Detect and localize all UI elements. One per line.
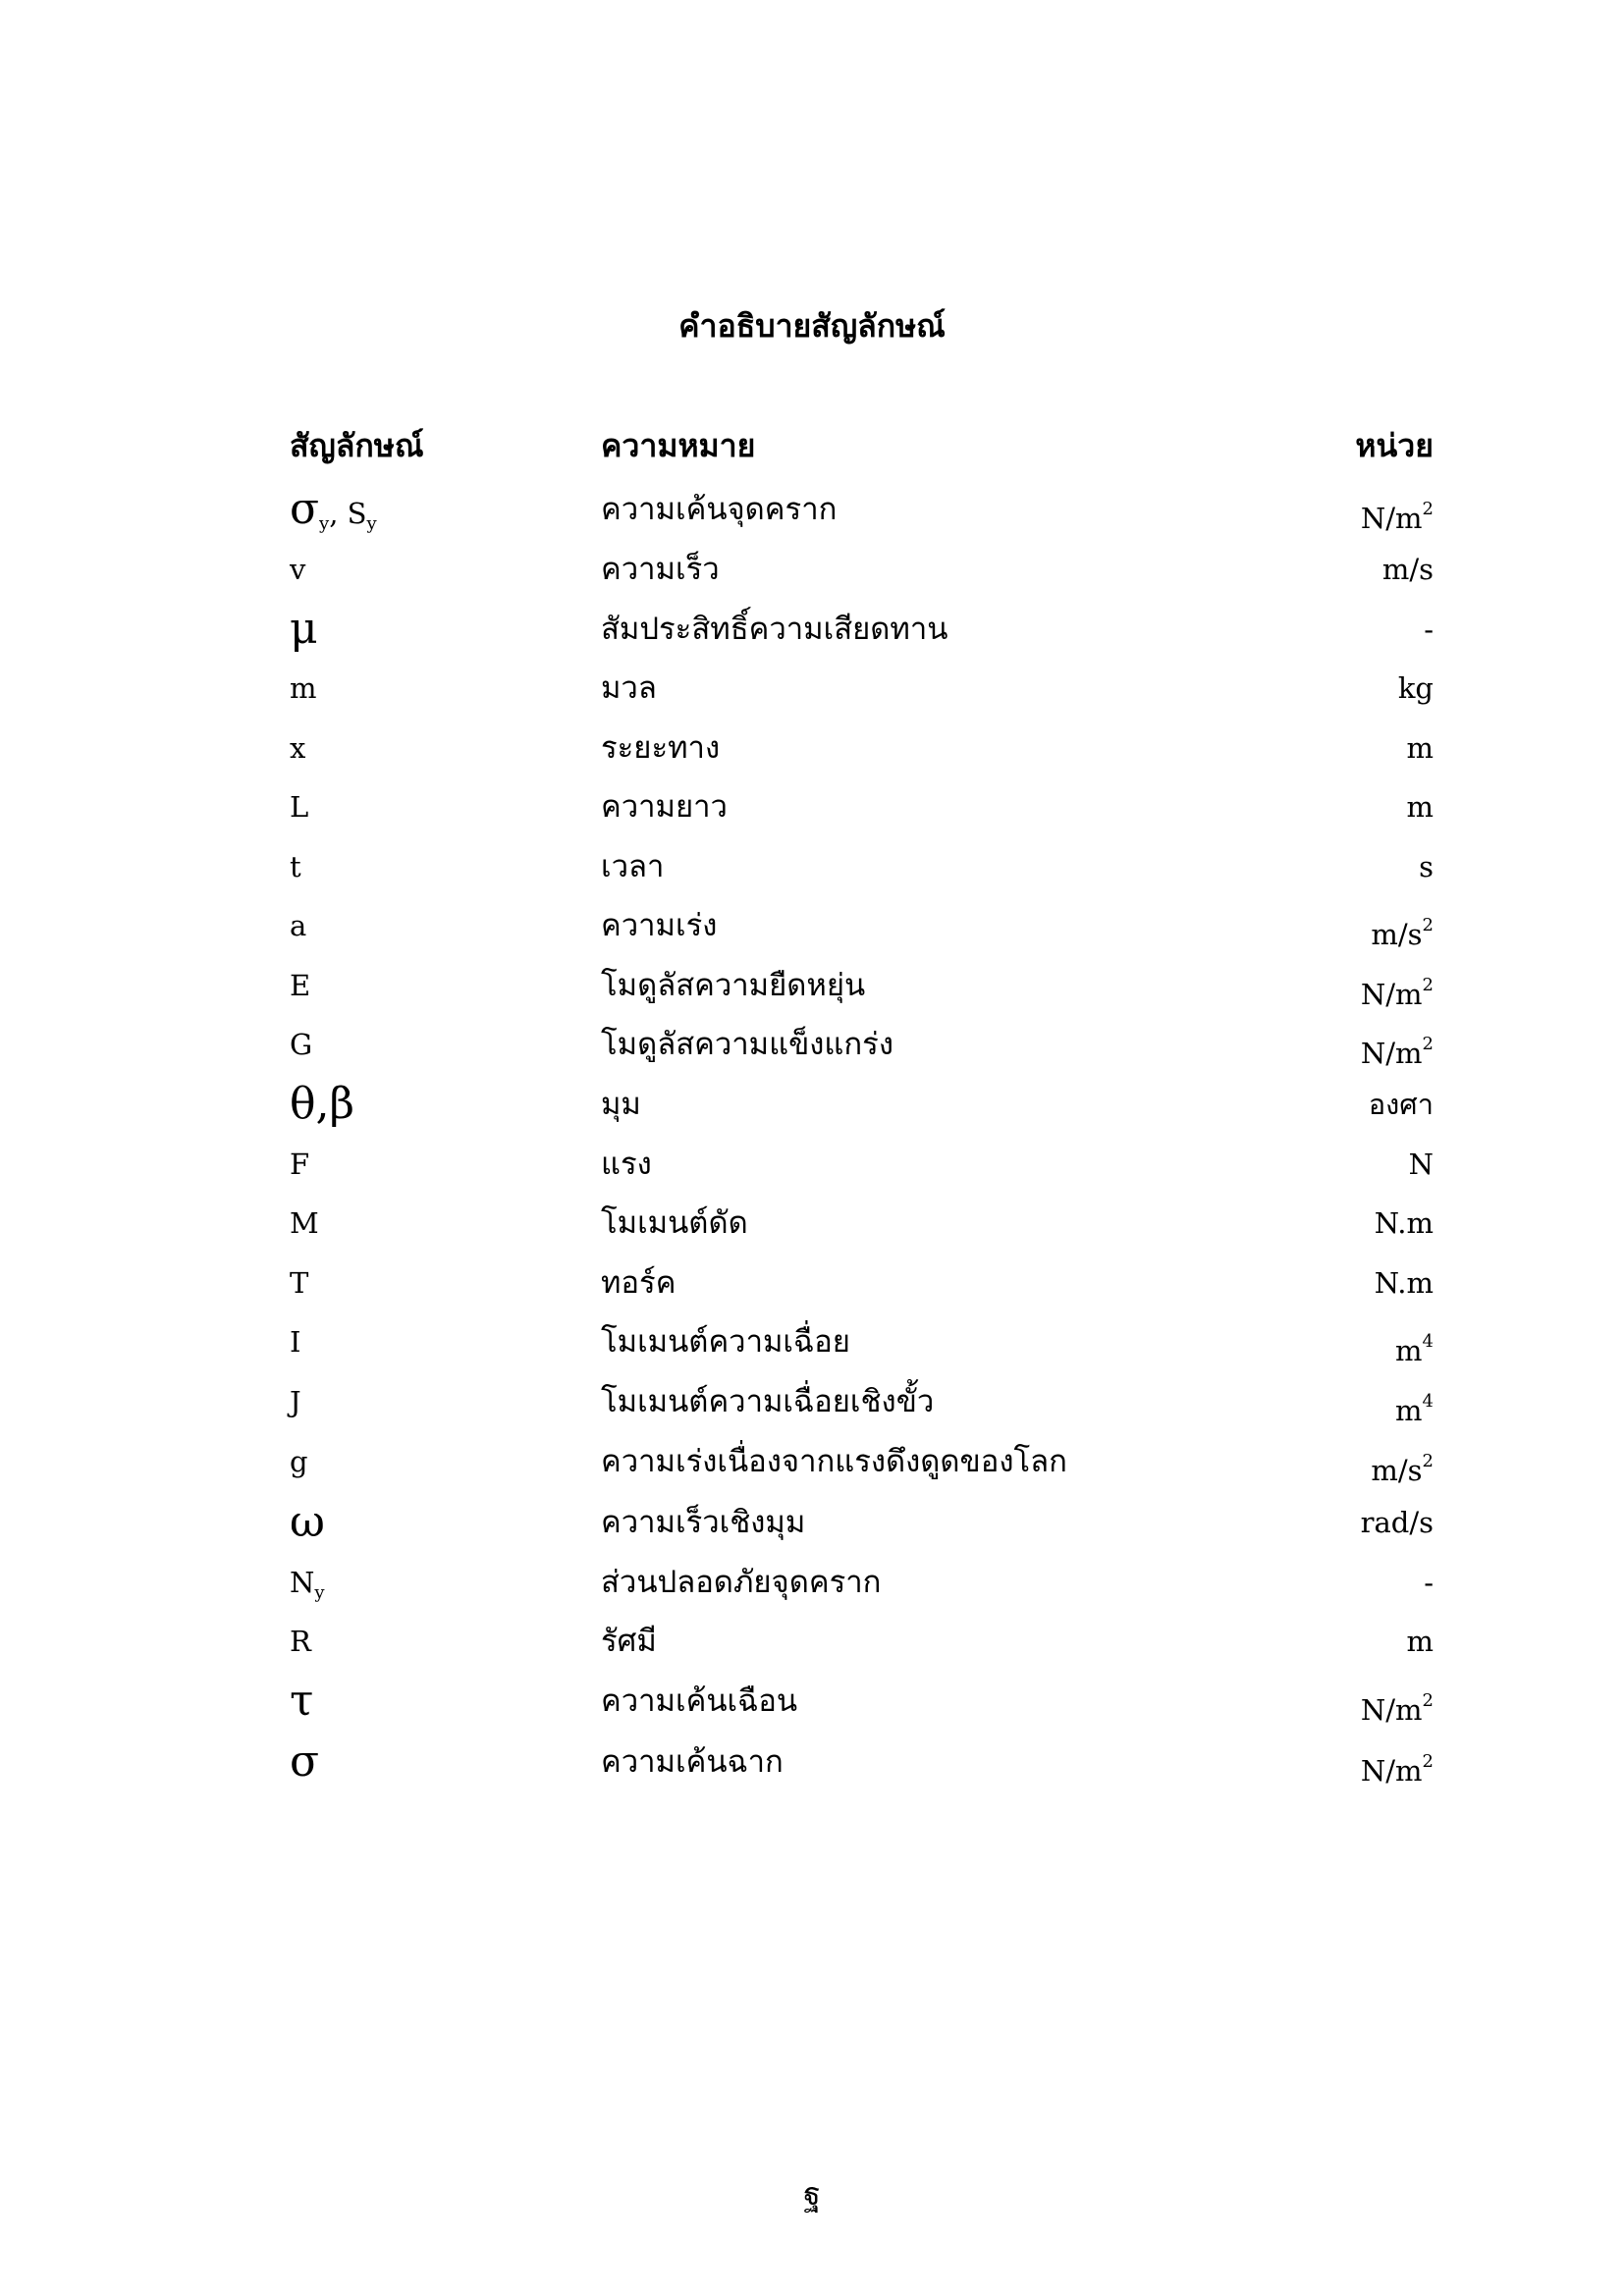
row-symbol: v	[290, 553, 306, 586]
table-row	[0, 1372, 1624, 1431]
row-symbol: g	[290, 1445, 308, 1478]
row-symbol: τ	[290, 1676, 314, 1726]
table-row	[0, 540, 1624, 599]
row-symbol: L	[290, 790, 309, 824]
row-symbol: a	[290, 909, 307, 942]
row-unit: m	[1406, 790, 1434, 824]
row-meaning: ความเค้นเฉือน	[601, 1683, 798, 1719]
row-symbol: R	[290, 1625, 311, 1658]
table-row	[0, 1075, 1624, 1134]
row-unit: -	[1424, 613, 1434, 646]
unit-column-header: หน่วย	[1355, 427, 1434, 464]
table-row	[0, 1733, 1624, 1791]
row-unit: $m^4$	[1395, 1331, 1434, 1367]
row-meaning: สัมประสิทธิ์ความเสียดทาน	[601, 612, 948, 647]
row-symbol: I	[290, 1325, 301, 1359]
row-meaning: โมดูลัสความยืดหยุ่น	[601, 968, 866, 1003]
row-meaning: ส่วนปลอดภัยจุดคราก	[601, 1565, 882, 1600]
table-row	[0, 956, 1624, 1015]
row-unit: $N/m^2$	[1360, 1034, 1434, 1070]
row-meaning: มุม	[601, 1087, 641, 1122]
row-unit: kg	[1397, 671, 1434, 705]
row-meaning: ความยาว	[601, 789, 728, 825]
row-symbol: m	[290, 671, 317, 705]
row-meaning: ความเร็ว	[601, 552, 720, 587]
row-unit: $N/m^2$	[1360, 499, 1434, 535]
row-unit: $N/m^2$	[1360, 1690, 1434, 1727]
row-symbol: G	[290, 1028, 313, 1061]
table-row	[0, 1493, 1624, 1552]
row-symbol: J	[290, 1385, 301, 1418]
table-row	[0, 600, 1624, 659]
row-unit: $N/m^2$	[1360, 1751, 1434, 1788]
table-row	[0, 896, 1624, 955]
row-meaning: แรง	[601, 1147, 652, 1182]
row-unit: m/s	[1381, 553, 1434, 586]
table-row	[0, 480, 1624, 539]
row-symbol: E	[290, 969, 311, 1002]
row-meaning: ทอร์ค	[601, 1265, 677, 1301]
row-symbol: σ	[290, 1736, 320, 1787]
row-meaning: ระยะทาง	[601, 730, 721, 766]
row-unit: N.m	[1374, 1206, 1434, 1240]
row-meaning: ความเค้นจุดคราก	[601, 492, 838, 527]
meaning-column-header: ความหมาย	[601, 427, 756, 464]
table-row	[0, 1254, 1624, 1312]
row-meaning: โมเมนต์ความเฉื่อย	[601, 1324, 850, 1360]
table-row	[0, 1432, 1624, 1491]
row-unit: $N/m^2$	[1360, 975, 1434, 1011]
table-row	[0, 1553, 1624, 1612]
table-row	[0, 659, 1624, 718]
table-row	[0, 1015, 1624, 1074]
row-symbol: μ	[290, 604, 318, 654]
table-row	[0, 1672, 1624, 1731]
row-symbol: F	[290, 1148, 310, 1181]
row-meaning: ความเร่ง	[601, 908, 718, 943]
row-unit: -	[1424, 1566, 1434, 1599]
row-meaning: รัศมี	[601, 1624, 657, 1659]
row-unit: s	[1419, 850, 1434, 883]
table-row	[0, 1194, 1624, 1253]
row-symbol: $N_y$	[290, 1566, 325, 1603]
row-symbol: T	[290, 1266, 309, 1300]
table-row	[0, 777, 1624, 836]
row-symbol: x	[290, 731, 306, 765]
row-meaning: ความเร็วเชิงมุม	[601, 1505, 806, 1540]
row-unit: m	[1406, 1625, 1434, 1658]
row-meaning: เวลา	[601, 849, 665, 884]
table-row	[0, 837, 1624, 896]
table-row	[0, 719, 1624, 777]
row-symbol: M	[290, 1206, 319, 1240]
row-unit: m	[1406, 731, 1434, 765]
row-unit: $m/s^2$	[1371, 1451, 1434, 1487]
row-unit: $m/s^2$	[1371, 915, 1434, 951]
row-symbol: $\sigma_y$, $S_y$	[290, 484, 377, 534]
table-row	[0, 1312, 1624, 1371]
symbol-column-header: สัญลักษณ์	[290, 427, 424, 464]
row-unit: $m^4$	[1395, 1391, 1434, 1427]
row-symbol: θ,β	[290, 1079, 354, 1129]
table-row	[0, 1612, 1624, 1671]
row-meaning: โมดูลัสความแข็งแกร่ง	[601, 1027, 893, 1062]
page-number: ฐ	[803, 2175, 821, 2213]
row-unit: องศา	[1368, 1088, 1434, 1121]
row-unit: rad/s	[1360, 1506, 1434, 1539]
table-row	[0, 1135, 1624, 1194]
row-unit: N.m	[1374, 1266, 1434, 1300]
row-meaning: โมเมนต์ดัด	[601, 1205, 748, 1241]
row-symbol: ω	[290, 1497, 325, 1547]
row-symbol: t	[290, 850, 301, 883]
row-meaning: ความเร่งเนื่องจากแรงดึงดูดของโลก	[601, 1444, 1067, 1479]
row-meaning: โมเมนต์ความเฉื่อยเชิงขั้ว	[601, 1384, 935, 1419]
table-header	[0, 416, 1624, 475]
page-title: คำอธิบายสัญลักษณ์	[678, 307, 946, 345]
row-meaning: มวล	[601, 670, 657, 706]
row-meaning: ความเค้นฉาก	[601, 1744, 784, 1780]
row-unit: N	[1408, 1148, 1434, 1181]
